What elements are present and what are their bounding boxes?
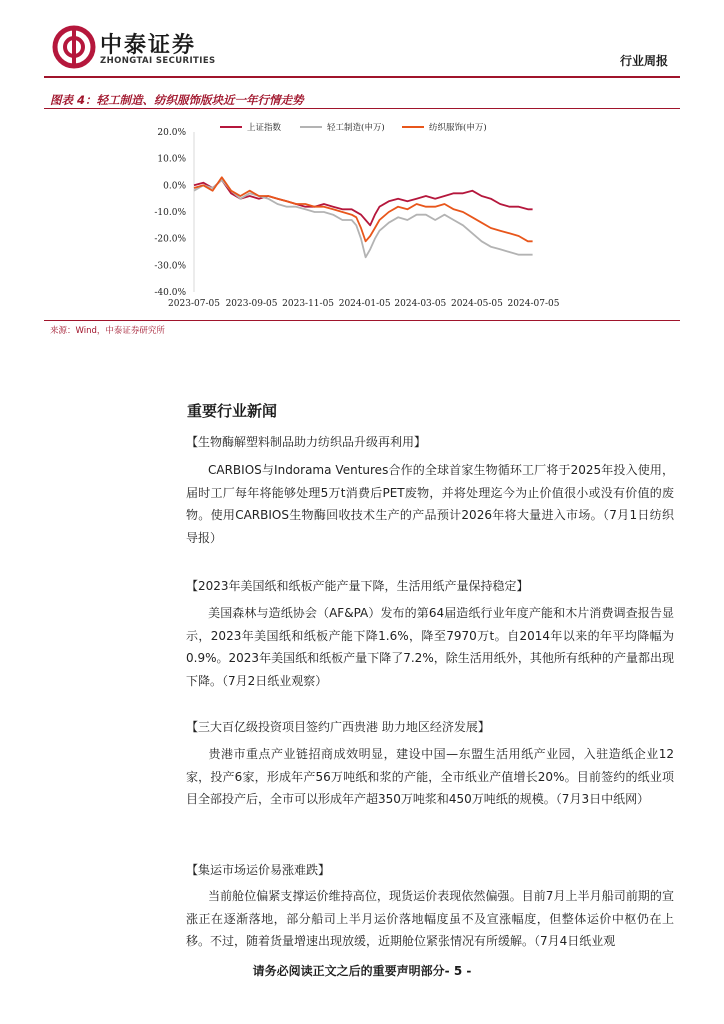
x-tick-label: 2024-03-05 (394, 299, 447, 309)
chart-series (194, 177, 533, 257)
figure-bottom-rule (44, 320, 680, 321)
section-title: 重要行业新闻 (187, 402, 278, 420)
y-tick-label: -10.0% (154, 208, 186, 218)
header-divider (44, 76, 680, 78)
x-tick-label: 2023-09-05 (225, 299, 278, 309)
x-tick-label: 2023-11-05 (282, 299, 335, 309)
series-line-1 (194, 180, 533, 225)
legend-label-1: 上证指数 (247, 123, 282, 133)
legend-label-2: 轻工制造(申万) (327, 123, 385, 133)
x-tick-label: 2024-05-05 (450, 299, 503, 309)
y-axis (154, 128, 194, 298)
y-tick-label: 10.0% (157, 154, 186, 165)
zhongtai-logo-icon (52, 24, 98, 70)
y-tick-label: -20.0% (154, 234, 186, 245)
news-body-4 (186, 885, 674, 953)
y-tick-label: -40.0% (154, 288, 186, 298)
news-title-2: 【2023年美国纸和纸板产能产量下降，生活用纸产量保持稳定】 (186, 579, 529, 593)
news-text-2: 美国森林与造纸协会（AF&PA）发布的第64届造纸行业年度产能和木片消费调查报告显示，2023年美国纸和纸板产能下降1.6%，降至7970万t。自2014年以来的年平均降幅为0.9%。2023年美国纸和纸板产量下降了7.2%，除生活用纸外，其他所有纸种的产量都出现下降。（7月2日纸业观察） (186, 606, 674, 688)
y-tick-label: 20.0% (157, 128, 186, 138)
report-type: 行业周报 (619, 54, 668, 68)
figure-title: 图表 4：轻工制造、纺织服饰版块近一年行情走势 (50, 93, 304, 107)
figure-source: 来源：Wind，中泰证券研究所 (50, 326, 165, 336)
series-line-3 (194, 177, 533, 241)
y-tick-label: 0.0% (163, 181, 186, 192)
news-body-3 (186, 743, 674, 811)
figure-top-rule (44, 108, 680, 109)
y-tick-label: -30.0% (154, 261, 186, 272)
logo-text-cn: 中泰证券 (100, 33, 197, 58)
news-body-1 (186, 459, 674, 549)
page-footer (0, 962, 724, 979)
news-title-1: 【生物酶解塑料制品助力纺织品升级再利用】 (186, 435, 427, 449)
news-title-4: 【集运市场运价易涨难跌】 (186, 863, 331, 877)
news-title-3: 【三大百亿级投资项目签约广西贵港 助力地区经济发展】 (186, 720, 490, 734)
logo-text-en: ZHONGTAI SECURITIES (100, 56, 216, 66)
news-text-4: 当前舱位偏紧支撑运价维持高位，现货运价表现依然偏强。目前7月上半月船司前期的宣涨正在逐渐落地，部分船司上半月运价落地幅度虽不及宣涨幅度，但整体运价中枢仍在上移。不过，随着货量增速出现放缓，近期舱位紧张情况有所缓解。（7月4日纸业观 (186, 889, 674, 949)
news-body-2 (186, 602, 674, 692)
footer-disclaimer: 请务必阅读正文之后的重要声明部分 (252, 964, 445, 978)
news-text-3: 贵港市重点产业链招商成效明显，建设中国—东盟生活用纸产业园，入驻造纸企业12家，投产6家，形成年产56万吨纸和浆的产能，全市纸业产值增长20%。目前签约的纸业项目全部投产后，全市可以形成年产超350万吨浆和450万吨纸的规模。（7月3日中纸网） (186, 747, 674, 807)
legend-label-3: 纺织服饰(申万) (429, 123, 487, 133)
x-tick-label: 2024-07-05 (507, 299, 560, 309)
news-text-1: CARBIOS与Indorama Ventures合作的全球首家生物循环工厂将于2025年投入使用，届时工厂每年将能够处理5万t消费后PET废物，并将处理迄今为止价值很小或没有价值的废物。使用CARBIOS生物酶回收技术生产的产品预计2026年将大量进入市场。（7月1日纺织导报） (186, 463, 674, 545)
x-axis (168, 299, 560, 309)
market-trend-chart (140, 110, 560, 315)
page-number: - 5 - (444, 964, 472, 978)
x-tick-label: 2023-07-05 (168, 299, 220, 309)
x-tick-label: 2024-01-05 (338, 299, 391, 309)
chart-legend (220, 122, 487, 133)
